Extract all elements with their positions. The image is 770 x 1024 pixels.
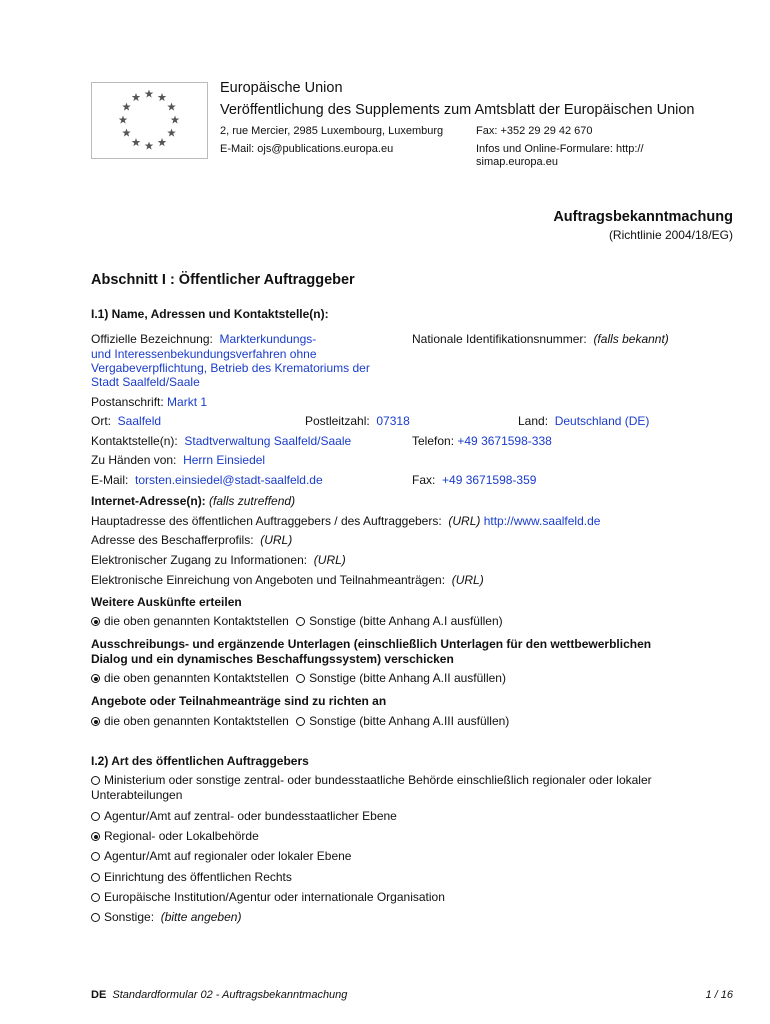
url-hint: (URL)	[448, 514, 481, 528]
radio-button[interactable]	[91, 852, 100, 861]
name-value-1: Markterkundungs-	[219, 332, 317, 346]
name-label: Offizielle Bezeichnung:	[91, 332, 213, 346]
land-value: Deutschland (DE)	[554, 414, 650, 428]
attn-value: Herrn Einsiedel	[183, 453, 266, 467]
type-4-label: Agentur/Amt auf regionaler oder lokaler Ebene	[104, 849, 352, 863]
doc-directive: (Richtlinie 2004/18/EG)	[608, 228, 733, 242]
star-icon	[132, 138, 141, 146]
star-icon	[145, 142, 154, 150]
eu-stars-logo	[91, 82, 208, 159]
email-value[interactable]: torsten.einsiedel@stadt-saalfeld.de	[135, 473, 323, 487]
contact-row	[91, 434, 351, 448]
star-icon	[132, 93, 141, 101]
type-option-4	[91, 849, 351, 863]
footer	[91, 989, 347, 1001]
s12-title: I.2) Art des öffentlichen Auftraggebers	[91, 754, 309, 768]
phone-row	[412, 434, 552, 448]
header-fax: Fax: +352 29 29 42 670	[476, 125, 593, 137]
ort-value: Saalfeld	[117, 414, 162, 428]
tenders-options	[91, 714, 509, 728]
land-label: Land:	[518, 414, 549, 428]
electronic-submit-label: Elektronische Einreichung von Angeboten und Teilnahmeanträgen:	[91, 573, 446, 587]
doc-title: Auftragsbekanntmachung	[553, 209, 733, 225]
star-icon	[167, 129, 176, 137]
ort-row	[91, 414, 161, 428]
phone-label: Telefon:	[412, 434, 455, 448]
attn-label: Zu Händen von:	[91, 453, 177, 467]
page-number: 1 / 16	[705, 989, 733, 1001]
internet-row	[91, 494, 295, 508]
star-icon	[145, 90, 154, 98]
name-value-3: Vergabeverpflichtung, Betrieb des Krematoriums der	[91, 361, 370, 375]
opt-other-a3-label: Sonstige (bitte Anhang A.III ausfüllen)	[309, 714, 510, 728]
type-option-5	[91, 870, 292, 884]
header-email: E-Mail: ojs@publications.europa.eu	[220, 143, 394, 155]
star-icon	[171, 116, 180, 124]
internet-label: Internet-Adresse(n):	[91, 494, 206, 508]
header-infos-2: simap.europa.eu	[476, 156, 558, 168]
name-value-4: Stadt Saalfeld/Saale	[91, 375, 200, 389]
footer-lang: DE	[91, 989, 107, 1001]
name-row-1	[91, 332, 316, 346]
postal-label: Postanschrift:	[91, 395, 164, 409]
type-5-label: Einrichtung des öffentlichen Rechts	[104, 870, 292, 884]
phone-value: +49 3671598-338	[457, 434, 552, 448]
tenders-title: Angebote oder Teilnahmeanträge sind zu richten an	[91, 694, 387, 708]
section-title: Abschnitt I : Öffentlicher Auftraggeber	[91, 272, 355, 288]
attn-row	[91, 453, 265, 467]
type-1a-label: Ministerium oder sonstige zentral- oder bundesstaatliche Behörde einschließlich regionaler oder lokaler	[104, 773, 652, 787]
plz-label: Postleitzahl:	[305, 414, 370, 428]
opt-above-label: die oben genannten Kontaktstellen	[104, 614, 289, 628]
main-addr-row	[91, 514, 600, 528]
radio-button[interactable]	[91, 832, 100, 841]
url-hint: (URL)	[451, 573, 484, 587]
national-id	[412, 332, 669, 346]
fax-value: +49 3671598-359	[442, 473, 537, 487]
radio-button[interactable]	[296, 617, 305, 626]
further-info-title: Weitere Auskünfte erteilen	[91, 595, 242, 609]
postal-row	[91, 395, 207, 409]
type-option-6	[91, 890, 445, 904]
footer-form: Standardformular 02 - Auftragsbekanntmachung	[112, 989, 348, 1001]
type-3-label: Regional- oder Lokalbehörde	[104, 829, 259, 843]
url-hint: (URL)	[313, 553, 346, 567]
fax-row	[412, 473, 536, 487]
type-option-2	[91, 809, 397, 823]
national-id-label: Nationale Identifikationsnummer:	[412, 332, 587, 346]
national-id-hint: (falls bekannt)	[593, 332, 669, 346]
plz-row	[305, 414, 410, 428]
opt-above-label: die oben genannten Kontaktstellen	[104, 714, 289, 728]
plz-value: 07318	[376, 414, 410, 428]
radio-button[interactable]	[91, 913, 100, 922]
radio-button[interactable]	[91, 776, 100, 785]
header-address: 2, rue Mercier, 2985 Luxembourg, Luxemburg	[220, 125, 444, 137]
further-info-options	[91, 614, 503, 628]
star-icon	[167, 103, 176, 111]
electronic-access-row	[91, 553, 346, 567]
star-icon	[122, 129, 131, 137]
email-label: E-Mail:	[91, 473, 129, 487]
type-6-label: Europäische Institution/Agentur oder internationale Organisation	[104, 890, 445, 904]
docs-title-2: Dialog und ein dynamisches Beschaffungssystem) verschicken	[91, 652, 454, 666]
radio-button[interactable]	[91, 893, 100, 902]
main-addr-label: Hauptadresse des öffentlichen Auftraggebers / des Auftraggebers:	[91, 514, 442, 528]
internet-hint: (falls zutreffend)	[209, 494, 296, 508]
contact-value: Stadtverwaltung Saalfeld/Saale	[184, 434, 352, 448]
header-subtitle: Veröffentlichung des Supplements zum Amtsblatt der Europäischen Union	[220, 102, 695, 118]
docs-title-1: Ausschreibungs- und ergänzende Unterlagen (einschließlich Unterlagen für den wettbewerblichen	[91, 637, 652, 651]
main-addr-link[interactable]: http://www.saalfeld.de	[483, 514, 601, 528]
header-org: Europäische Union	[220, 80, 343, 96]
ort-label: Ort:	[91, 414, 111, 428]
type-7-hint: (bitte angeben)	[160, 910, 242, 924]
type-7-label: Sonstige:	[104, 910, 155, 924]
header-infos-1: Infos und Online-Formulare: http://	[476, 143, 644, 155]
radio-button[interactable]	[91, 812, 100, 821]
radio-button[interactable]	[296, 717, 305, 726]
contact-label: Kontaktstelle(n):	[91, 434, 178, 448]
type-1b-label: Unterabteilungen	[91, 788, 183, 802]
opt-other-a2-label: Sonstige (bitte Anhang A.II ausfüllen)	[309, 671, 506, 685]
radio-button[interactable]	[91, 674, 100, 683]
star-icon	[158, 93, 167, 101]
opt-above-label: die oben genannten Kontaktstellen	[104, 671, 289, 685]
star-icon	[119, 116, 128, 124]
buyer-profile-row	[91, 533, 292, 547]
email-row	[91, 473, 323, 487]
star-icon	[158, 138, 167, 146]
type-2-label: Agentur/Amt auf zentral- oder bundesstaatlicher Ebene	[104, 809, 397, 823]
fax-label: Fax:	[412, 473, 436, 487]
s11-title: I.1) Name, Adressen und Kontaktstelle(n):	[91, 307, 329, 321]
type-option-3	[91, 829, 259, 843]
electronic-submit-row	[91, 573, 484, 587]
docs-options	[91, 671, 506, 685]
name-value-2: und Interessenbekundungsverfahren ohne	[91, 347, 317, 361]
radio-button[interactable]	[296, 674, 305, 683]
buyer-profile-label: Adresse des Beschafferprofils:	[91, 533, 254, 547]
radio-button[interactable]	[91, 873, 100, 882]
land-row	[518, 414, 649, 428]
postal-value: Markt 1	[167, 395, 208, 409]
opt-other-a1-label: Sonstige (bitte Anhang A.I ausfüllen)	[309, 614, 503, 628]
radio-button[interactable]	[91, 717, 100, 726]
url-hint: (URL)	[260, 533, 293, 547]
radio-button[interactable]	[91, 617, 100, 626]
star-icon	[122, 103, 131, 111]
type-option-1	[91, 773, 652, 787]
electronic-access-label: Elektronischer Zugang zu Informationen:	[91, 553, 308, 567]
type-option-7	[91, 910, 241, 924]
